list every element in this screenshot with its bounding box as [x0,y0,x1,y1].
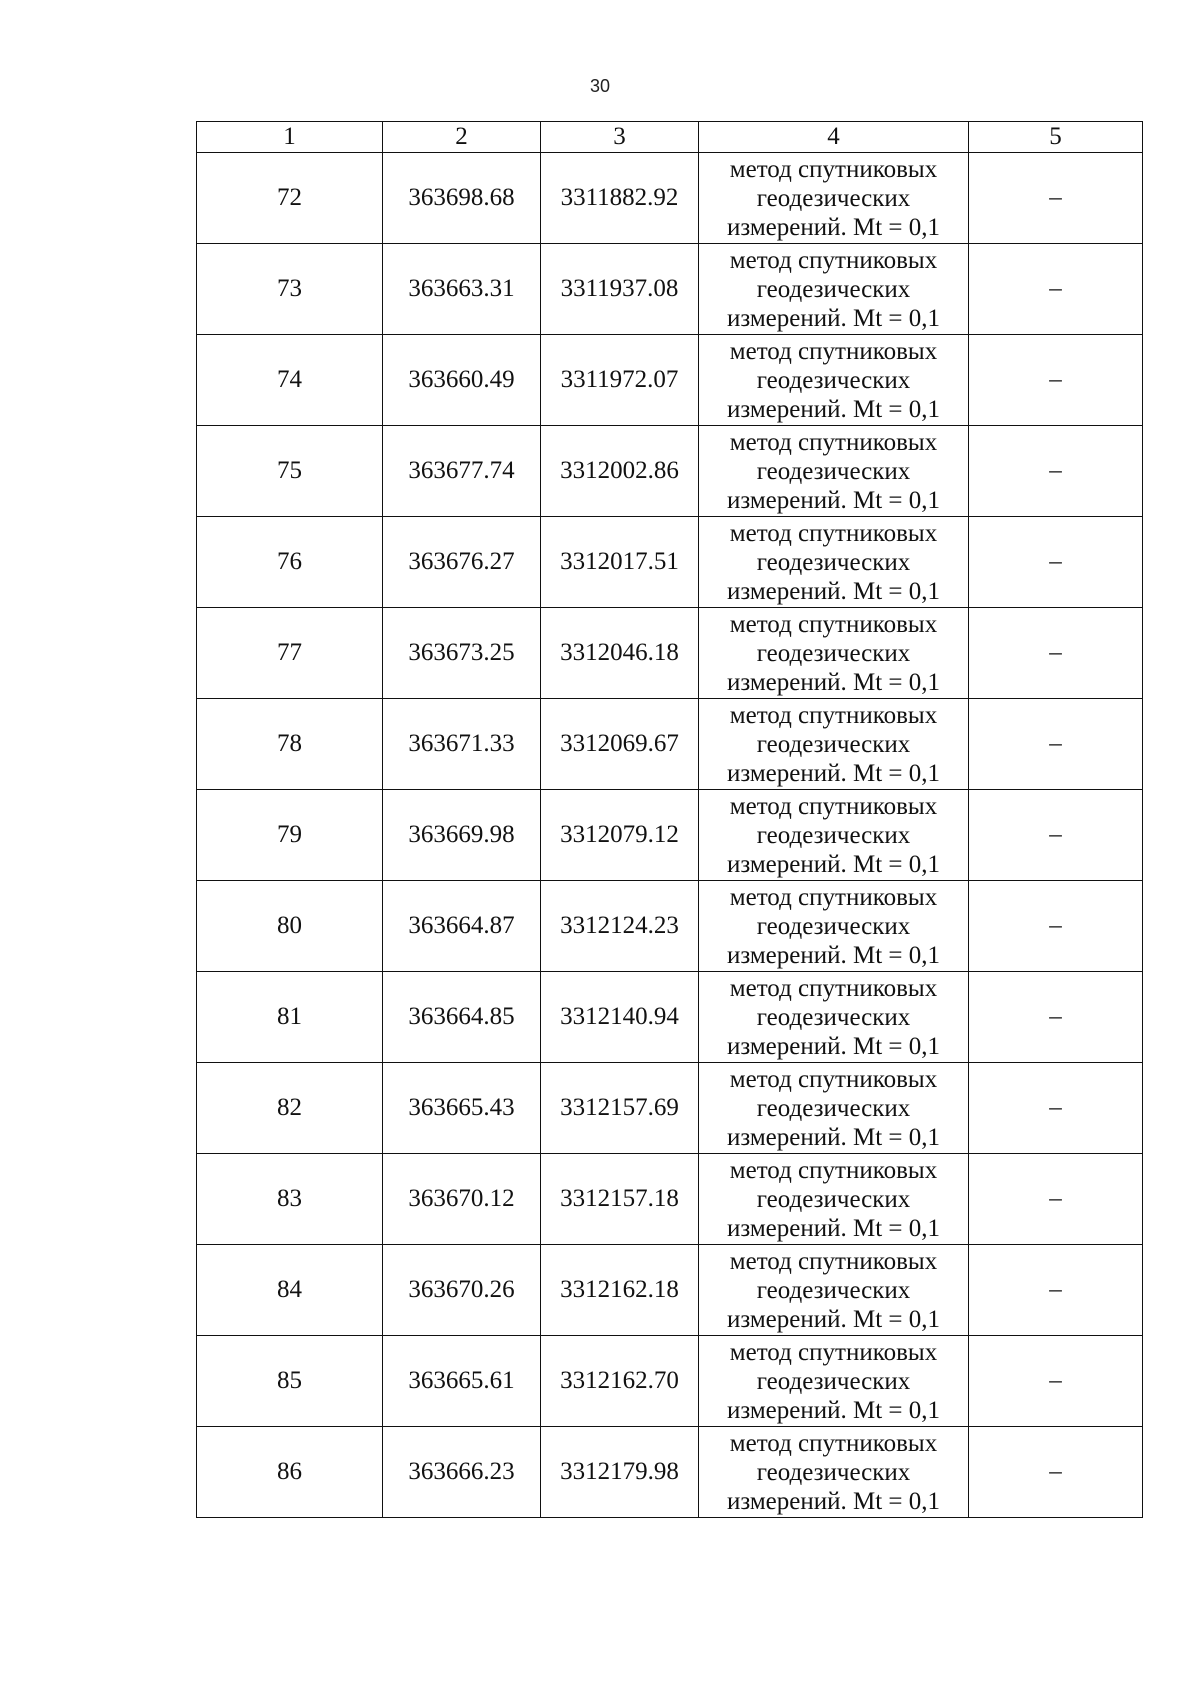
table-row [197,517,1143,608]
point-number-cell: 80 [197,881,383,972]
table-row [197,1154,1143,1245]
y-coordinate-cell: 3312069.67 [541,699,699,790]
method-line: измерений. Mt = 0,1 [726,668,941,696]
y-coordinate-cell: 3312002.86 [541,426,699,517]
method-line: измерений. Mt = 0,1 [726,759,941,787]
method-line: метод спутниковых [729,155,938,183]
table-row [197,153,1143,244]
method-line: метод спутниковых [729,1156,938,1184]
x-coordinate-cell: 363673.25 [383,608,541,699]
x-coordinate-cell: 363698.68 [383,153,541,244]
method-line: измерений. Mt = 0,1 [726,1032,941,1060]
table-row [197,335,1143,426]
method-line: геодезических [756,1185,911,1213]
y-coordinate-cell: 3312140.94 [541,972,699,1063]
method-cell [699,881,969,972]
header-cell-3: 3 [541,122,699,153]
y-coordinate-cell: 3311937.08 [541,244,699,335]
method-line: метод спутниковых [729,519,938,547]
method-line: измерений. Mt = 0,1 [726,1214,941,1242]
method-cell [699,1063,969,1154]
x-coordinate-cell: 363670.12 [383,1154,541,1245]
note-cell: – [969,335,1143,426]
point-number-cell: 77 [197,608,383,699]
method-line: геодезических [756,1458,911,1486]
note-cell: – [969,608,1143,699]
method-line: геодезических [756,912,911,940]
method-line: измерений. Mt = 0,1 [726,1487,941,1515]
method-cell [699,790,969,881]
y-coordinate-cell: 3312046.18 [541,608,699,699]
point-number-cell: 83 [197,1154,383,1245]
note-cell: – [969,153,1143,244]
method-line: метод спутниковых [729,1338,938,1366]
method-cell [699,972,969,1063]
method-line: метод спутниковых [729,701,938,729]
method-cell [699,244,969,335]
method-line: метод спутниковых [729,246,938,274]
note-cell: – [969,790,1143,881]
method-line: геодезических [756,275,911,303]
method-line: измерений. Mt = 0,1 [726,213,941,241]
page-number: 30 [589,76,611,96]
note-cell: – [969,244,1143,335]
method-line: метод спутниковых [729,792,938,820]
y-coordinate-cell: 3312079.12 [541,790,699,881]
method-line: геодезических [756,821,911,849]
point-number-cell: 84 [197,1245,383,1336]
method-line: метод спутниковых [729,337,938,365]
method-line: измерений. Mt = 0,1 [726,304,941,332]
y-coordinate-cell: 3312162.18 [541,1245,699,1336]
method-cell [699,1336,969,1427]
y-coordinate-cell: 3311972.07 [541,335,699,426]
x-coordinate-cell: 363663.31 [383,244,541,335]
table-row [197,426,1143,517]
point-number-cell: 75 [197,426,383,517]
point-number-cell: 86 [197,1427,383,1518]
note-cell: – [969,881,1143,972]
table-row [197,1245,1143,1336]
note-cell: – [969,972,1143,1063]
method-cell [699,335,969,426]
y-coordinate-cell: 3312157.69 [541,1063,699,1154]
method-line: геодезических [756,1003,911,1031]
table-header-row [197,122,1143,153]
table-row [197,608,1143,699]
table-row [197,699,1143,790]
point-number-cell: 79 [197,790,383,881]
method-cell [699,153,969,244]
note-cell: – [969,426,1143,517]
header-cell-1: 1 [197,122,383,153]
method-line: метод спутниковых [729,610,938,638]
header-cell-5: 5 [969,122,1143,153]
y-coordinate-cell: 3312124.23 [541,881,699,972]
x-coordinate-cell: 363665.61 [383,1336,541,1427]
method-line: метод спутниковых [729,883,938,911]
y-coordinate-cell: 3312017.51 [541,517,699,608]
method-cell [699,517,969,608]
x-coordinate-cell: 363664.87 [383,881,541,972]
method-line: геодезических [756,1094,911,1122]
table-row [197,790,1143,881]
method-line: геодезических [756,1276,911,1304]
x-coordinate-cell: 363664.85 [383,972,541,1063]
note-cell: – [969,517,1143,608]
method-cell [699,608,969,699]
y-coordinate-cell: 3312157.18 [541,1154,699,1245]
method-cell [699,1427,969,1518]
table-body [197,153,1143,1518]
method-line: измерений. Mt = 0,1 [726,486,941,514]
method-line: геодезических [756,639,911,667]
method-line: метод спутниковых [729,1429,938,1457]
x-coordinate-cell: 363660.49 [383,335,541,426]
header-cell-2: 2 [383,122,541,153]
method-line: геодезических [756,184,911,212]
method-line: измерений. Mt = 0,1 [726,395,941,423]
point-number-cell: 74 [197,335,383,426]
method-cell [699,426,969,517]
method-line: геодезических [756,366,911,394]
method-line: метод спутниковых [729,1065,938,1093]
method-line: геодезических [756,730,911,758]
method-line: геодезических [756,548,911,576]
note-cell: – [969,1245,1143,1336]
method-line: метод спутниковых [729,974,938,1002]
x-coordinate-cell: 363669.98 [383,790,541,881]
method-cell [699,699,969,790]
note-cell: – [969,1154,1143,1245]
point-number-cell: 76 [197,517,383,608]
x-coordinate-cell: 363665.43 [383,1063,541,1154]
method-cell [699,1154,969,1245]
point-number-cell: 85 [197,1336,383,1427]
method-line: измерений. Mt = 0,1 [726,850,941,878]
table-row [197,1063,1143,1154]
point-number-cell: 81 [197,972,383,1063]
method-line: измерений. Mt = 0,1 [726,1123,941,1151]
x-coordinate-cell: 363677.74 [383,426,541,517]
header-cell-4: 4 [699,122,969,153]
note-cell: – [969,1336,1143,1427]
point-number-cell: 72 [197,153,383,244]
table-row [197,972,1143,1063]
x-coordinate-cell: 363666.23 [383,1427,541,1518]
y-coordinate-cell: 3312162.70 [541,1336,699,1427]
method-line: измерений. Mt = 0,1 [726,1396,941,1424]
point-number-cell: 82 [197,1063,383,1154]
table-row [197,881,1143,972]
note-cell: – [969,699,1143,790]
method-line: метод спутниковых [729,1247,938,1275]
method-cell [699,1245,969,1336]
method-line: измерений. Mt = 0,1 [726,941,941,969]
table-row [197,1427,1143,1518]
method-line: геодезических [756,457,911,485]
point-number-cell: 73 [197,244,383,335]
y-coordinate-cell: 3312179.98 [541,1427,699,1518]
x-coordinate-cell: 363671.33 [383,699,541,790]
x-coordinate-cell: 363670.26 [383,1245,541,1336]
method-line: метод спутниковых [729,428,938,456]
method-line: измерений. Mt = 0,1 [726,1305,941,1333]
table-row [197,244,1143,335]
point-number-cell: 78 [197,699,383,790]
y-coordinate-cell: 3311882.92 [541,153,699,244]
note-cell: – [969,1063,1143,1154]
note-cell: – [969,1427,1143,1518]
x-coordinate-cell: 363676.27 [383,517,541,608]
method-line: геодезических [756,1367,911,1395]
method-line: измерений. Mt = 0,1 [726,577,941,605]
coordinates-table [196,121,1143,1518]
table-row [197,1336,1143,1427]
